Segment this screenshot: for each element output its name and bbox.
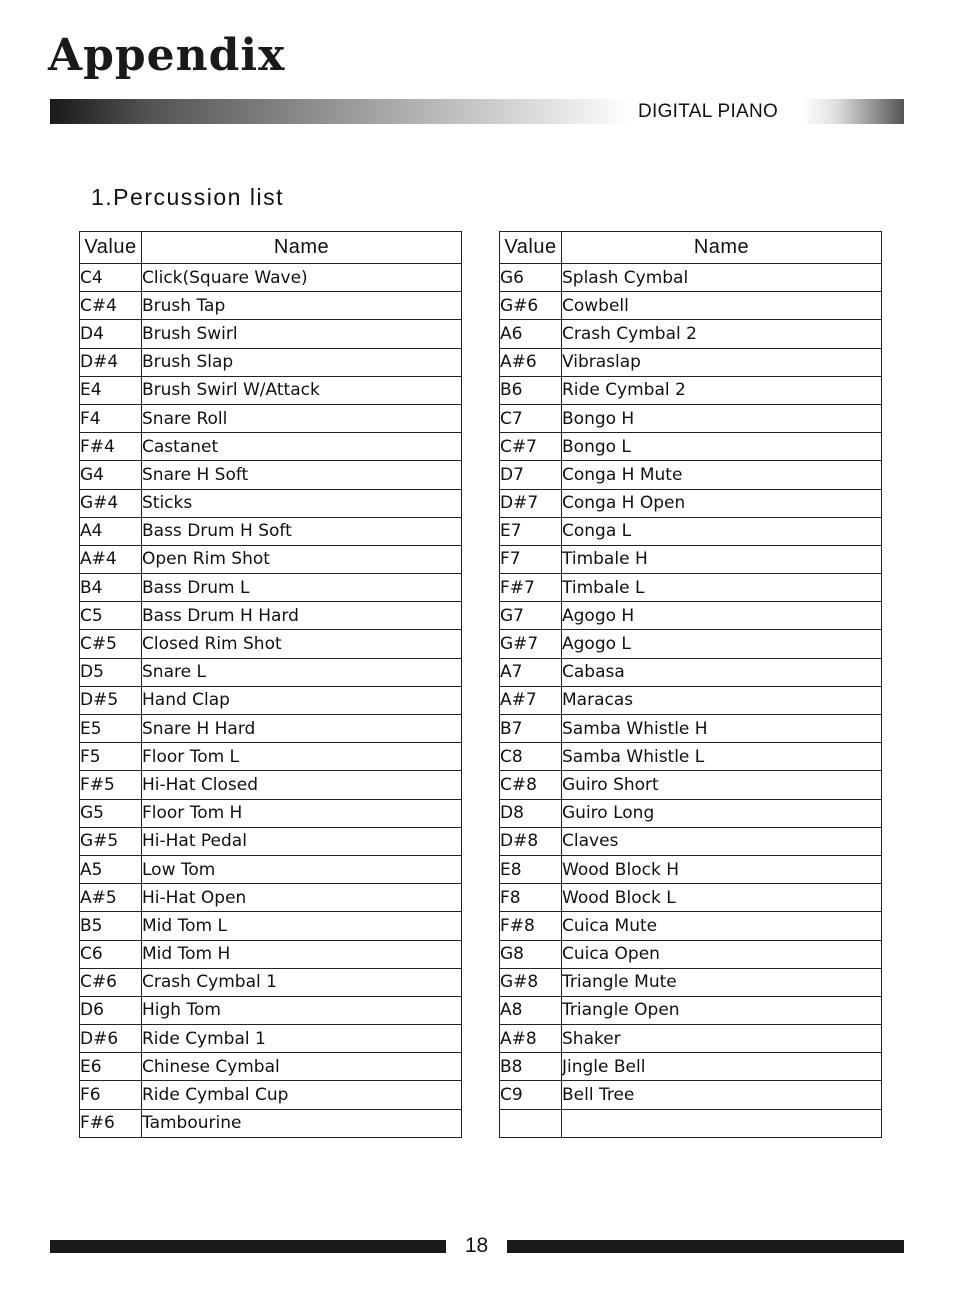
table-row	[80, 827, 462, 855]
table-row	[500, 376, 882, 404]
table-row	[500, 264, 882, 292]
name-cell: Low Tom	[142, 855, 462, 883]
name-cell: Brush Slap	[142, 348, 462, 376]
name-cell: Bongo H	[562, 404, 882, 432]
table-row	[500, 404, 882, 432]
name-cell: Triangle Open	[562, 996, 882, 1024]
table-row	[500, 433, 882, 461]
table-row	[500, 771, 882, 799]
name-cell: Tambourine	[142, 1109, 462, 1137]
table-row	[500, 827, 882, 855]
name-cell: Agogo L	[562, 630, 882, 658]
value-cell: B8	[500, 1053, 562, 1081]
table-row	[500, 348, 882, 376]
page-number: 18	[464, 1234, 489, 1257]
table-row	[80, 912, 462, 940]
name-cell: Cabasa	[562, 658, 882, 686]
name-cell: Crash Cymbal 1	[142, 968, 462, 996]
value-cell: E4	[80, 376, 142, 404]
name-cell: Ride Cymbal 1	[142, 1025, 462, 1053]
name-cell: Conga H Open	[562, 489, 882, 517]
value-cell: D#8	[500, 827, 562, 855]
name-cell: Click(Square Wave)	[142, 264, 462, 292]
table-row	[500, 1109, 882, 1137]
table-row	[80, 264, 462, 292]
table-row	[80, 292, 462, 320]
name-cell: Mid Tom L	[142, 912, 462, 940]
table-row	[80, 968, 462, 996]
table-row	[80, 855, 462, 883]
value-cell: E8	[500, 855, 562, 883]
table-row	[500, 489, 882, 517]
table-row	[80, 1081, 462, 1109]
value-cell: G5	[80, 799, 142, 827]
table-row	[500, 743, 882, 771]
table-row	[500, 912, 882, 940]
table-row	[500, 602, 882, 630]
table-row	[80, 658, 462, 686]
name-cell: Ride Cymbal Cup	[142, 1081, 462, 1109]
value-cell: D4	[80, 320, 142, 348]
name-cell: Timbale L	[562, 574, 882, 602]
value-cell: D#5	[80, 686, 142, 714]
name-cell: Bass Drum L	[142, 574, 462, 602]
value-column-header: Value	[80, 232, 142, 264]
table-row	[500, 996, 882, 1024]
table-row	[80, 574, 462, 602]
table-row	[500, 884, 882, 912]
value-cell: G#4	[80, 489, 142, 517]
value-cell: F#7	[500, 574, 562, 602]
value-cell: C6	[80, 940, 142, 968]
value-cell: F7	[500, 545, 562, 573]
value-cell: G#6	[500, 292, 562, 320]
value-cell: E5	[80, 715, 142, 743]
table-row	[80, 1025, 462, 1053]
value-cell: D5	[80, 658, 142, 686]
table-row	[500, 658, 882, 686]
table-row	[80, 404, 462, 432]
name-cell: Hi-Hat Pedal	[142, 827, 462, 855]
name-cell: Sticks	[142, 489, 462, 517]
value-cell: F#4	[80, 433, 142, 461]
value-cell: B5	[80, 912, 142, 940]
value-cell: F#8	[500, 912, 562, 940]
value-cell: C#6	[80, 968, 142, 996]
name-cell: Cuica Mute	[562, 912, 882, 940]
value-cell: B4	[80, 574, 142, 602]
name-cell: Splash Cymbal	[562, 264, 882, 292]
table-row	[500, 545, 882, 573]
table-row	[500, 968, 882, 996]
name-cell: Hi-Hat Open	[142, 884, 462, 912]
page-title: Appendix	[48, 30, 286, 81]
name-cell: Bell Tree	[562, 1081, 882, 1109]
name-cell: High Tom	[142, 996, 462, 1024]
name-cell: Floor Tom H	[142, 799, 462, 827]
name-cell: Guiro Short	[562, 771, 882, 799]
name-cell: Snare H Hard	[142, 715, 462, 743]
value-cell: F5	[80, 743, 142, 771]
name-cell: Castanet	[142, 433, 462, 461]
table-row	[80, 1053, 462, 1081]
table-row	[80, 1109, 462, 1137]
value-cell: E7	[500, 517, 562, 545]
table-row	[80, 940, 462, 968]
table-row	[80, 517, 462, 545]
value-cell: D#4	[80, 348, 142, 376]
table-row	[500, 799, 882, 827]
table-row	[500, 320, 882, 348]
name-cell: Chinese Cymbal	[142, 1053, 462, 1081]
header-label: DIGITAL PIANO	[638, 101, 779, 122]
table-row	[80, 996, 462, 1024]
value-cell	[500, 1109, 562, 1137]
value-cell: G6	[500, 264, 562, 292]
table-row	[80, 602, 462, 630]
name-cell: Timbale H	[562, 545, 882, 573]
name-cell: Cowbell	[562, 292, 882, 320]
table-row	[80, 884, 462, 912]
table-row	[500, 292, 882, 320]
value-cell: A6	[500, 320, 562, 348]
value-cell: D7	[500, 461, 562, 489]
name-cell: Wood Block H	[562, 855, 882, 883]
table-row	[500, 630, 882, 658]
name-cell: Shaker	[562, 1025, 882, 1053]
name-column-header: Name	[562, 232, 882, 264]
table-row	[500, 940, 882, 968]
table-row	[80, 743, 462, 771]
table-row	[500, 1081, 882, 1109]
table-row	[500, 855, 882, 883]
value-cell: G#7	[500, 630, 562, 658]
value-cell: G7	[500, 602, 562, 630]
name-cell: Jingle Bell	[562, 1053, 882, 1081]
value-cell: A4	[80, 517, 142, 545]
name-cell: Hand Clap	[142, 686, 462, 714]
value-cell: D#6	[80, 1025, 142, 1053]
value-cell: G#8	[500, 968, 562, 996]
value-cell: C4	[80, 264, 142, 292]
table-header-row	[80, 232, 462, 264]
name-cell: Vibraslap	[562, 348, 882, 376]
value-cell: D6	[80, 996, 142, 1024]
name-cell: Wood Block L	[562, 884, 882, 912]
value-cell: D8	[500, 799, 562, 827]
value-cell: E6	[80, 1053, 142, 1081]
name-column-header: Name	[142, 232, 462, 264]
table-row	[500, 1025, 882, 1053]
value-cell: A#7	[500, 686, 562, 714]
name-cell: Closed Rim Shot	[142, 630, 462, 658]
table-row	[80, 433, 462, 461]
value-cell: C8	[500, 743, 562, 771]
name-cell: Samba Whistle H	[562, 715, 882, 743]
name-cell: Snare H Soft	[142, 461, 462, 489]
name-cell: Floor Tom L	[142, 743, 462, 771]
name-cell: Snare L	[142, 658, 462, 686]
value-column-header: Value	[500, 232, 562, 264]
name-cell: Guiro Long	[562, 799, 882, 827]
table-row	[500, 686, 882, 714]
name-cell: Agogo H	[562, 602, 882, 630]
value-cell: C#4	[80, 292, 142, 320]
value-cell: F#6	[80, 1109, 142, 1137]
name-cell: Snare Roll	[142, 404, 462, 432]
table-row	[80, 630, 462, 658]
table-row	[80, 489, 462, 517]
table-row	[80, 686, 462, 714]
value-cell: B7	[500, 715, 562, 743]
value-cell: A#4	[80, 545, 142, 573]
name-cell: Triangle Mute	[562, 968, 882, 996]
name-cell: Maracas	[562, 686, 882, 714]
name-cell: Samba Whistle L	[562, 743, 882, 771]
name-cell: Bass Drum H Hard	[142, 602, 462, 630]
table-row	[80, 715, 462, 743]
value-cell: D#7	[500, 489, 562, 517]
value-cell: F4	[80, 404, 142, 432]
footer-bar-right	[507, 1240, 904, 1253]
table-row	[500, 1053, 882, 1081]
name-cell: Ride Cymbal 2	[562, 376, 882, 404]
value-cell: A7	[500, 658, 562, 686]
value-cell: A5	[80, 855, 142, 883]
name-cell: Claves	[562, 827, 882, 855]
value-cell: F8	[500, 884, 562, 912]
value-cell: B6	[500, 376, 562, 404]
value-cell: C9	[500, 1081, 562, 1109]
percussion-table-left	[79, 231, 462, 1138]
name-cell	[562, 1109, 882, 1137]
value-cell: C#7	[500, 433, 562, 461]
table-row	[80, 545, 462, 573]
table-row	[500, 461, 882, 489]
name-cell: Conga H Mute	[562, 461, 882, 489]
value-cell: A#8	[500, 1025, 562, 1053]
name-cell: Brush Swirl W/Attack	[142, 376, 462, 404]
value-cell: G#5	[80, 827, 142, 855]
table-row	[80, 799, 462, 827]
name-cell: Mid Tom H	[142, 940, 462, 968]
value-cell: G4	[80, 461, 142, 489]
value-cell: F#5	[80, 771, 142, 799]
name-cell: Crash Cymbal 2	[562, 320, 882, 348]
name-cell: Bongo L	[562, 433, 882, 461]
value-cell: C5	[80, 602, 142, 630]
value-cell: A8	[500, 996, 562, 1024]
table-row	[80, 461, 462, 489]
name-cell: Conga L	[562, 517, 882, 545]
value-cell: C#5	[80, 630, 142, 658]
table-row	[500, 517, 882, 545]
table-row	[80, 348, 462, 376]
name-cell: Open Rim Shot	[142, 545, 462, 573]
table-row	[80, 320, 462, 348]
table-row	[500, 574, 882, 602]
value-cell: C#8	[500, 771, 562, 799]
value-cell: G8	[500, 940, 562, 968]
section-heading: 1.Percussion list	[91, 184, 284, 210]
name-cell: Cuica Open	[562, 940, 882, 968]
value-cell: C7	[500, 404, 562, 432]
table-row	[500, 715, 882, 743]
name-cell: Brush Swirl	[142, 320, 462, 348]
value-cell: A#6	[500, 348, 562, 376]
value-cell: F6	[80, 1081, 142, 1109]
percussion-table-right	[499, 231, 882, 1138]
name-cell: Bass Drum H Soft	[142, 517, 462, 545]
table-row	[80, 771, 462, 799]
table-row	[80, 376, 462, 404]
name-cell: Brush Tap	[142, 292, 462, 320]
value-cell: A#5	[80, 884, 142, 912]
name-cell: Hi-Hat Closed	[142, 771, 462, 799]
footer-bar-left	[50, 1240, 446, 1253]
table-header-row	[500, 232, 882, 264]
